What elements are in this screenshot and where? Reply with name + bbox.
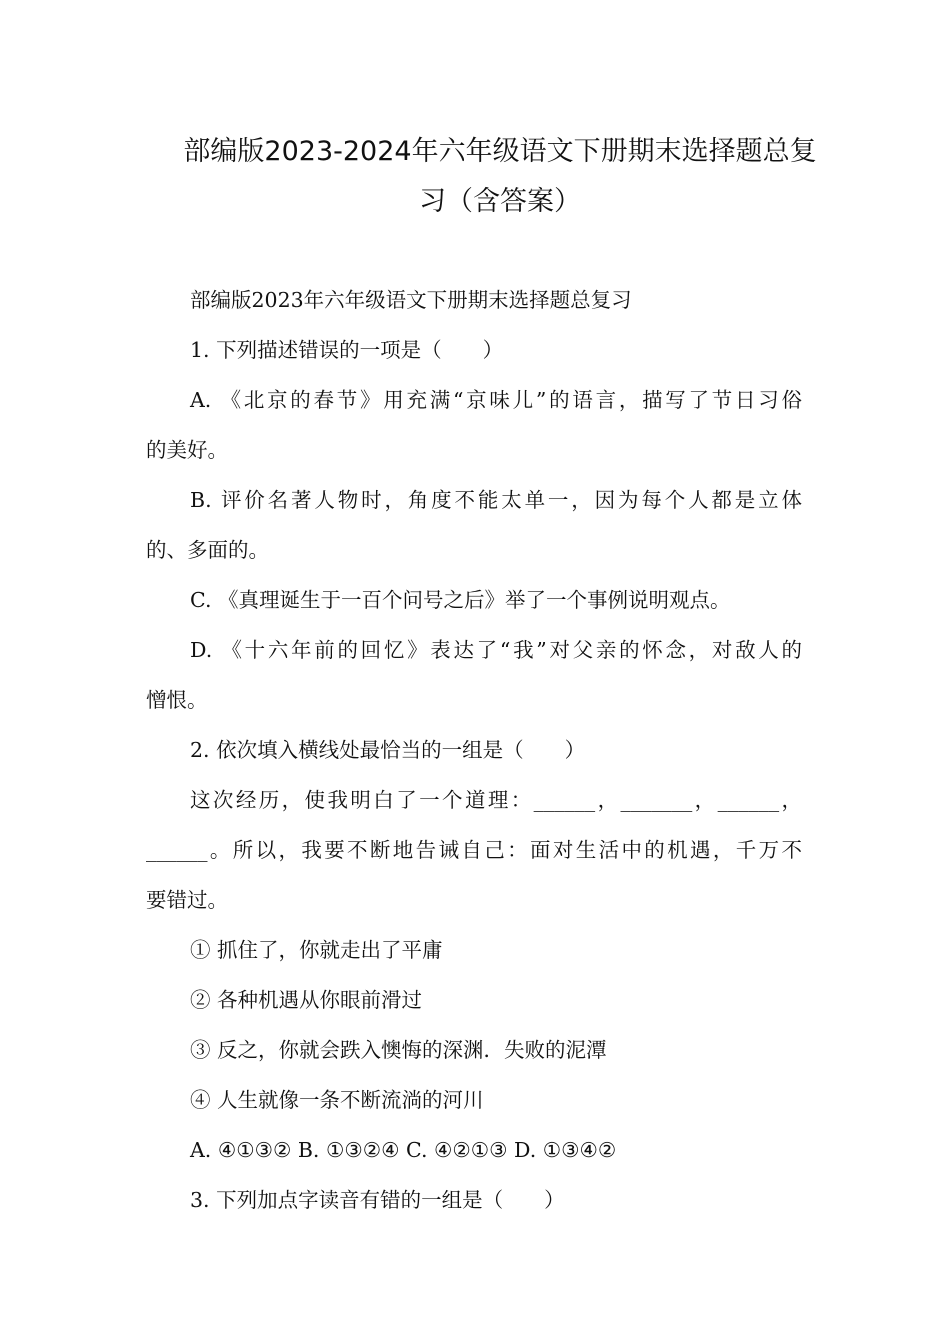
question-2-passage-line-3: 要错过。 [146, 888, 228, 912]
question-1-option-a: A. 《北京的春节》用充满“京味儿”的语言，描写了节日习俗 [190, 388, 802, 412]
question-1-option-b: B. 评价名著人物时，角度不能太单一，因为每个人都是立体 [190, 488, 802, 512]
question-2-passage-line-2: ______。所以，我要不断地告诫自己：面对生活中的机遇，千万不 [146, 838, 802, 862]
question-1-option-c: C. 《真理诞生于一百个问号之后》举了一个事例说明观点。 [190, 588, 731, 612]
document-title-line-2: 习（含答案） [419, 186, 581, 217]
question-2-sentence-4: ④ 人生就像一条不断流淌的河川 [190, 1088, 484, 1112]
question-1-option-d-cont: 憎恨。 [146, 688, 208, 712]
document-title-line-1: 部编版2023-2024年六年级语文下册期末选择题总复 [183, 136, 817, 167]
question-1-option-d: D. 《十六年前的回忆》表达了“我”对父亲的怀念，对敌人的 [190, 638, 802, 662]
question-1-option-b-cont: 的、多面的。 [146, 538, 269, 562]
subtitle-line: 部编版2023年六年级语文下册期末选择题总复习 [190, 288, 632, 312]
question-2-sentence-2: ② 各种机遇从你眼前滑过 [190, 988, 423, 1012]
question-3-stem: 3. 下列加点字读音有错的一组是（ ） [190, 1188, 565, 1212]
question-2-stem: 2. 依次填入横线处最恰当的一组是（ ） [190, 738, 586, 762]
question-2-sentence-1: ① 抓住了，你就走出了平庸 [190, 938, 443, 962]
question-2-passage-line-1: 这次经历，使我明白了一个道理：______，_______，______， [190, 788, 802, 812]
question-2-sentence-3: ③ 反之，你就会跌入懊悔的深渊．失败的泥潭 [190, 1038, 607, 1062]
question-2-options: A. ④①③② B. ①③②④ C. ④②①③ D. ①③④② [190, 1138, 617, 1162]
question-1-option-a-cont: 的美好。 [146, 438, 228, 462]
question-1-stem: 1. 下列描述错误的一项是（ ） [190, 338, 504, 362]
